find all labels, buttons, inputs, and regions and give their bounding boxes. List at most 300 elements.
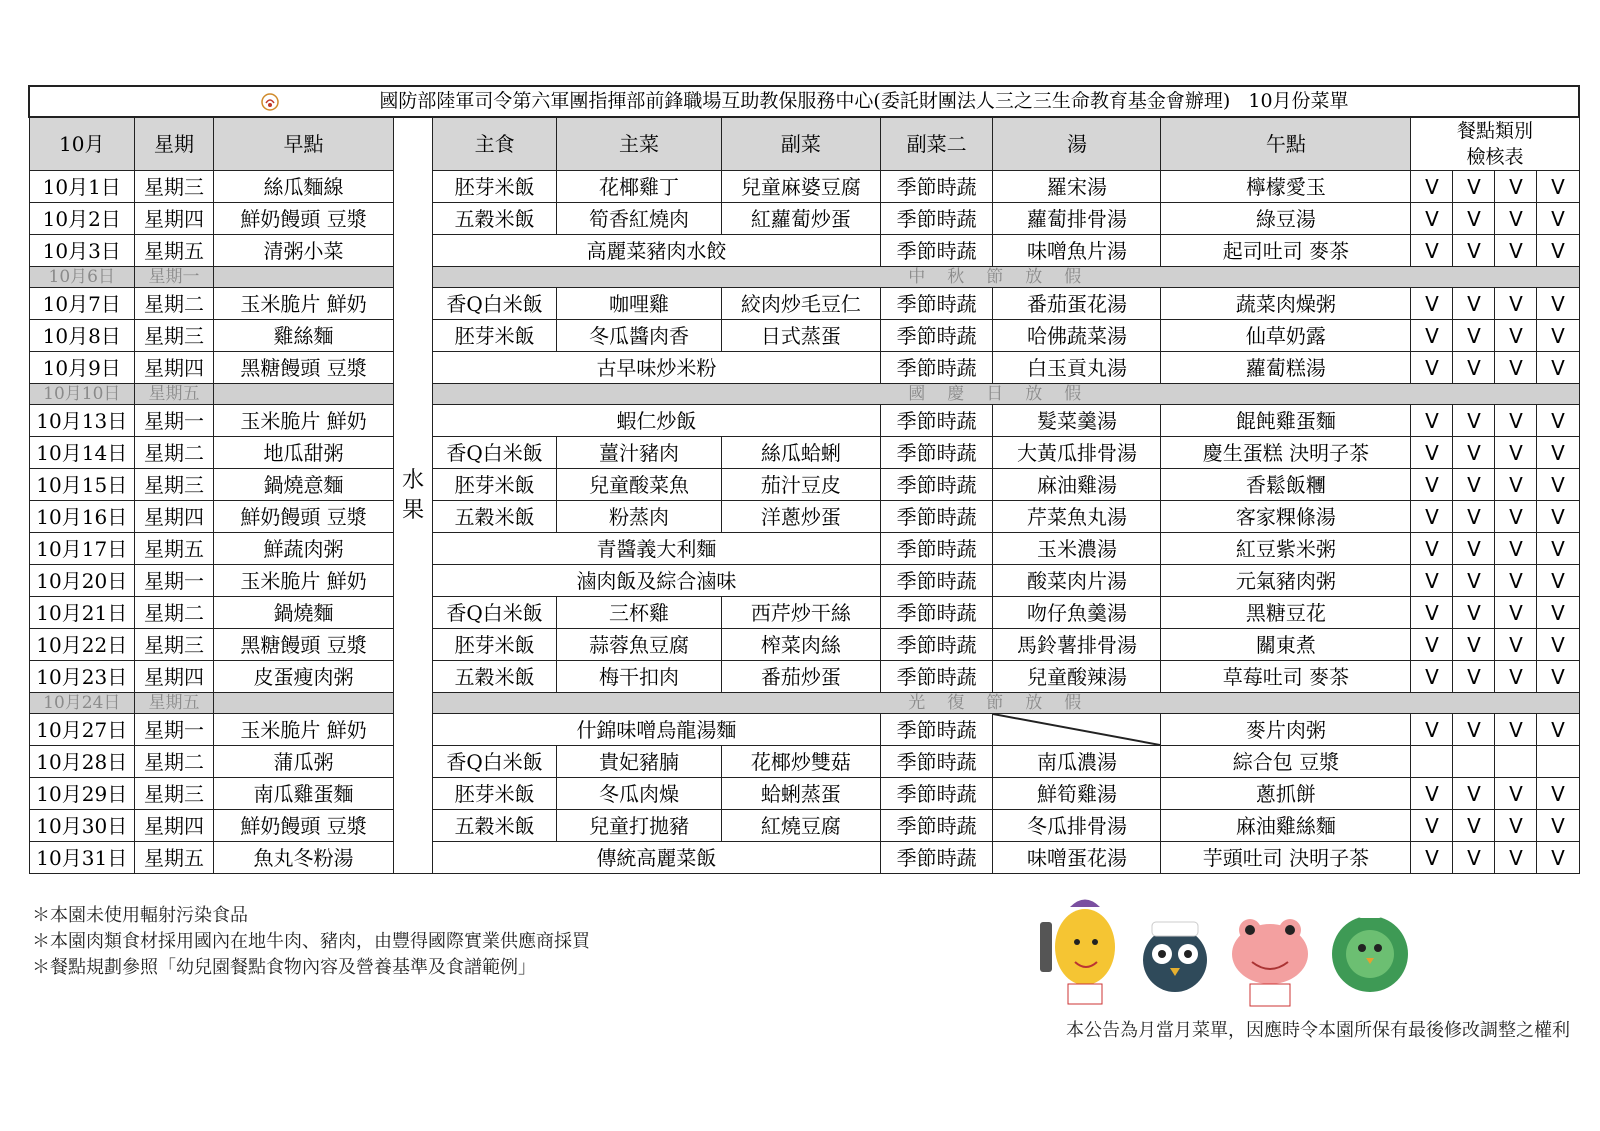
combined-meal-cell: 蝦仁炒飯 bbox=[433, 405, 881, 437]
weekday-cell: 星期二 bbox=[135, 288, 214, 320]
check-cell: V bbox=[1411, 437, 1453, 469]
main-dish-cell: 冬瓜醬肉香 bbox=[557, 320, 722, 352]
check-cell: V bbox=[1453, 565, 1495, 597]
date-cell: 10月14日 bbox=[29, 437, 135, 469]
staple-cell: 五穀米飯 bbox=[433, 810, 557, 842]
owl-mascot-icon bbox=[1143, 922, 1207, 992]
check-cell: V bbox=[1411, 235, 1453, 267]
fruit-char: 水 bbox=[402, 467, 425, 493]
breakfast-cell: 絲瓜麵線 bbox=[213, 171, 393, 203]
peacock-mascot-icon bbox=[1332, 906, 1408, 992]
note-line: ＊本園肉類食材採用國內在地牛肉、豬肉，由豐得國際實業供應商採買 bbox=[32, 931, 590, 951]
check-cell: V bbox=[1537, 533, 1579, 565]
header-row bbox=[29, 117, 1579, 171]
check-cell bbox=[1495, 746, 1537, 778]
date-cell: 10月10日 bbox=[29, 384, 135, 405]
date-cell: 10月21日 bbox=[29, 597, 135, 629]
check-cell: V bbox=[1495, 629, 1537, 661]
side-dish-2-cell: 季節時蔬 bbox=[880, 810, 993, 842]
menu-row bbox=[29, 629, 1579, 661]
soup-cell: 兒童酸辣湯 bbox=[993, 661, 1161, 693]
check-cell: V bbox=[1411, 469, 1453, 501]
month-menu-label: 10月份菜單 bbox=[1248, 89, 1349, 112]
afternoon-snack-cell: 麻油雞絲麵 bbox=[1161, 810, 1411, 842]
check-cell: V bbox=[1411, 597, 1453, 629]
header-side-dish-2: 副菜二 bbox=[880, 117, 993, 171]
check-cell: V bbox=[1453, 469, 1495, 501]
check-cell: V bbox=[1411, 661, 1453, 693]
main-dish-cell: 梅干扣肉 bbox=[557, 661, 722, 693]
side-dish-cell: 洋蔥炒蛋 bbox=[721, 501, 880, 533]
date-cell: 10月28日 bbox=[29, 746, 135, 778]
soup-cell: 哈佛蔬菜湯 bbox=[993, 320, 1161, 352]
check-cell: V bbox=[1537, 714, 1579, 746]
check-cell: V bbox=[1411, 405, 1453, 437]
check-cell: V bbox=[1453, 842, 1495, 874]
breakfast-cell: 魚丸冬粉湯 bbox=[213, 842, 393, 874]
main-dish-cell: 三杯雞 bbox=[557, 597, 722, 629]
menu-row bbox=[29, 597, 1579, 629]
check-cell: V bbox=[1453, 235, 1495, 267]
afternoon-snack-cell: 黑糖豆花 bbox=[1161, 597, 1411, 629]
side-dish-cell: 絲瓜蛤蜊 bbox=[721, 437, 880, 469]
breakfast-cell: 玉米脆片 鮮奶 bbox=[213, 565, 393, 597]
check-cell: V bbox=[1453, 714, 1495, 746]
school-logo-icon bbox=[259, 91, 281, 113]
afternoon-snack-cell: 麥片肉粥 bbox=[1161, 714, 1411, 746]
soup-cell: 麻油雞湯 bbox=[993, 469, 1161, 501]
date-cell: 10月27日 bbox=[29, 714, 135, 746]
side-dish-cell: 西芹炒干絲 bbox=[721, 597, 880, 629]
side-dish-2-cell: 季節時蔬 bbox=[880, 288, 993, 320]
holiday-row bbox=[29, 384, 1579, 405]
staple-cell: 香Q白米飯 bbox=[433, 437, 557, 469]
holiday-text: 國慶日放假 bbox=[908, 383, 1104, 404]
afternoon-snack-cell: 關東煮 bbox=[1161, 629, 1411, 661]
check-cell: V bbox=[1537, 810, 1579, 842]
side-dish-2-cell: 季節時蔬 bbox=[880, 501, 993, 533]
note-line: ＊餐點規劃參照「幼兒園餐點食物內容及營養基準及食譜範例」 bbox=[32, 957, 536, 977]
note-line: ＊本園未使用輻射污染食品 bbox=[32, 905, 248, 925]
menu-table bbox=[28, 85, 1580, 874]
menu-row bbox=[29, 352, 1579, 384]
soup-cell: 冬瓜排骨湯 bbox=[993, 810, 1161, 842]
side-dish-cell: 花椰炒雙菇 bbox=[721, 746, 880, 778]
frog-mascot-icon bbox=[1232, 919, 1308, 1006]
breakfast-cell: 鮮奶饅頭 豆漿 bbox=[213, 810, 393, 842]
combined-meal-cell: 高麗菜豬肉水餃 bbox=[433, 235, 881, 267]
breakfast-cell: 玉米脆片 鮮奶 bbox=[213, 714, 393, 746]
check-cell: V bbox=[1495, 597, 1537, 629]
check-cell: V bbox=[1495, 171, 1537, 203]
page-title: 國防部陸軍司令第六軍團指揮部前鋒職場互助教保服務中心(委託財團法人三之三生命教育基金會辦理) bbox=[379, 89, 1231, 112]
check-cell: V bbox=[1453, 501, 1495, 533]
check-cell: V bbox=[1411, 629, 1453, 661]
check-cell: V bbox=[1411, 320, 1453, 352]
menu-row bbox=[29, 203, 1579, 235]
staple-cell: 香Q白米飯 bbox=[433, 746, 557, 778]
side-dish-2-cell: 季節時蔬 bbox=[880, 778, 993, 810]
holiday-label bbox=[433, 693, 1579, 714]
breakfast-cell: 玉米脆片 鮮奶 bbox=[213, 288, 393, 320]
weekday-cell: 星期四 bbox=[135, 501, 214, 533]
afternoon-snack-cell: 綠豆湯 bbox=[1161, 203, 1411, 235]
check-cell: V bbox=[1411, 565, 1453, 597]
soup-cell: 玉米濃湯 bbox=[993, 533, 1161, 565]
soup-cell: 鮮筍雞湯 bbox=[993, 778, 1161, 810]
weekday-cell: 星期一 bbox=[135, 267, 214, 288]
check-table-label-line2: 檢核表 bbox=[1411, 144, 1578, 170]
afternoon-snack-cell: 紅豆紫米粥 bbox=[1161, 533, 1411, 565]
date-cell: 10月1日 bbox=[29, 171, 135, 203]
soup-cell: 味噌蛋花湯 bbox=[993, 842, 1161, 874]
side-dish-2-cell: 季節時蔬 bbox=[880, 661, 993, 693]
combined-meal-cell: 什錦味噌烏龍湯麵 bbox=[433, 714, 881, 746]
staple-cell: 胚芽米飯 bbox=[433, 629, 557, 661]
staple-cell: 胚芽米飯 bbox=[433, 171, 557, 203]
date-cell: 10月29日 bbox=[29, 778, 135, 810]
menu-row bbox=[29, 288, 1579, 320]
afternoon-snack-cell: 仙草奶露 bbox=[1161, 320, 1411, 352]
weekday-cell: 星期二 bbox=[135, 597, 214, 629]
weekday-cell: 星期三 bbox=[135, 629, 214, 661]
check-cell: V bbox=[1411, 714, 1453, 746]
check-cell: V bbox=[1453, 405, 1495, 437]
side-dish-cell: 榨菜肉絲 bbox=[721, 629, 880, 661]
weekday-cell: 星期四 bbox=[135, 352, 214, 384]
weekday-cell: 星期二 bbox=[135, 746, 214, 778]
date-cell: 10月17日 bbox=[29, 533, 135, 565]
check-cell bbox=[1537, 746, 1579, 778]
check-cell: V bbox=[1495, 533, 1537, 565]
date-cell: 10月3日 bbox=[29, 235, 135, 267]
weekday-cell: 星期一 bbox=[135, 714, 214, 746]
check-cell: V bbox=[1495, 352, 1537, 384]
check-cell: V bbox=[1495, 437, 1537, 469]
menu-row bbox=[29, 746, 1579, 778]
soup-cell: 芹菜魚丸湯 bbox=[993, 501, 1161, 533]
soup-cell: 白玉貢丸湯 bbox=[993, 352, 1161, 384]
staple-cell: 五穀米飯 bbox=[433, 203, 557, 235]
breakfast-cell bbox=[213, 693, 393, 714]
menu-row bbox=[29, 437, 1579, 469]
side-dish-2-cell: 季節時蔬 bbox=[880, 405, 993, 437]
date-cell: 10月8日 bbox=[29, 320, 135, 352]
breakfast-cell: 雞絲麵 bbox=[213, 320, 393, 352]
fruit-label bbox=[394, 466, 432, 526]
weekday-cell: 星期四 bbox=[135, 661, 214, 693]
weekday-cell: 星期五 bbox=[135, 384, 214, 405]
check-cell: V bbox=[1537, 235, 1579, 267]
check-cell: V bbox=[1537, 842, 1579, 874]
soup-cell: 大黃瓜排骨湯 bbox=[993, 437, 1161, 469]
check-cell: V bbox=[1537, 437, 1579, 469]
side-dish-2-cell: 季節時蔬 bbox=[880, 714, 993, 746]
main-dish-cell: 粉蒸肉 bbox=[557, 501, 722, 533]
breakfast-cell: 鮮蔬肉粥 bbox=[213, 533, 393, 565]
date-cell: 10月9日 bbox=[29, 352, 135, 384]
soup-cell: 蘿蔔排骨湯 bbox=[993, 203, 1161, 235]
side-dish-cell: 茄汁豆皮 bbox=[721, 469, 880, 501]
check-cell: V bbox=[1453, 352, 1495, 384]
side-dish-cell: 紅燒豆腐 bbox=[721, 810, 880, 842]
soup-cell: 羅宋湯 bbox=[993, 171, 1161, 203]
check-cell: V bbox=[1453, 203, 1495, 235]
check-cell: V bbox=[1537, 629, 1579, 661]
breakfast-cell bbox=[213, 267, 393, 288]
afternoon-snack-cell: 蔥抓餅 bbox=[1161, 778, 1411, 810]
check-cell: V bbox=[1411, 778, 1453, 810]
breakfast-cell: 蒲瓜粥 bbox=[213, 746, 393, 778]
side-dish-2-cell: 季節時蔬 bbox=[880, 746, 993, 778]
date-cell: 10月20日 bbox=[29, 565, 135, 597]
breakfast-cell bbox=[213, 384, 393, 405]
date-cell: 10月7日 bbox=[29, 288, 135, 320]
holiday-label bbox=[433, 267, 1579, 288]
combined-meal-cell: 古早味炒米粉 bbox=[433, 352, 881, 384]
check-cell: V bbox=[1453, 171, 1495, 203]
fruit-column bbox=[394, 117, 433, 874]
header-soup: 湯 bbox=[993, 117, 1161, 171]
breakfast-cell: 清粥小菜 bbox=[213, 235, 393, 267]
check-cell: V bbox=[1495, 320, 1537, 352]
side-dish-2-cell: 季節時蔬 bbox=[880, 437, 993, 469]
side-dish-2-cell: 季節時蔬 bbox=[880, 629, 993, 661]
header-main-dish: 主菜 bbox=[557, 117, 722, 171]
check-cell: V bbox=[1453, 778, 1495, 810]
weekday-cell: 星期三 bbox=[135, 469, 214, 501]
staple-cell: 胚芽米飯 bbox=[433, 469, 557, 501]
header-weekday: 星期 bbox=[135, 117, 214, 171]
check-cell: V bbox=[1495, 405, 1537, 437]
menu-row bbox=[29, 235, 1579, 267]
side-dish-cell: 兒童麻婆豆腐 bbox=[721, 171, 880, 203]
combined-meal-cell: 青醬義大利麵 bbox=[433, 533, 881, 565]
main-dish-cell: 花椰雞丁 bbox=[557, 171, 722, 203]
afternoon-snack-cell: 餛飩雞蛋麵 bbox=[1161, 405, 1411, 437]
breakfast-cell: 黑糖饅頭 豆漿 bbox=[213, 629, 393, 661]
side-dish-2-cell: 季節時蔬 bbox=[880, 235, 993, 267]
menu-row bbox=[29, 320, 1579, 352]
notes bbox=[32, 902, 590, 980]
check-cell: V bbox=[1537, 597, 1579, 629]
weekday-cell: 星期三 bbox=[135, 171, 214, 203]
side-dish-2-cell: 季節時蔬 bbox=[880, 469, 993, 501]
main-dish-cell: 貴妃豬腩 bbox=[557, 746, 722, 778]
weekday-cell: 星期三 bbox=[135, 320, 214, 352]
breakfast-cell: 黑糖饅頭 豆漿 bbox=[213, 352, 393, 384]
side-dish-2-cell: 季節時蔬 bbox=[880, 203, 993, 235]
weekday-cell: 星期五 bbox=[135, 533, 214, 565]
weekday-cell: 星期五 bbox=[135, 235, 214, 267]
menu-row bbox=[29, 661, 1579, 693]
check-cell: V bbox=[1495, 714, 1537, 746]
check-cell: V bbox=[1537, 501, 1579, 533]
side-dish-cell: 絞肉炒毛豆仁 bbox=[721, 288, 880, 320]
check-cell: V bbox=[1411, 501, 1453, 533]
soup-cell: 吻仔魚羹湯 bbox=[993, 597, 1161, 629]
afternoon-snack-cell: 檸檬愛玉 bbox=[1161, 171, 1411, 203]
date-cell: 10月13日 bbox=[29, 405, 135, 437]
date-cell: 10月6日 bbox=[29, 267, 135, 288]
weekday-cell: 星期一 bbox=[135, 405, 214, 437]
check-cell: V bbox=[1495, 778, 1537, 810]
afternoon-snack-cell: 蘿蔔糕湯 bbox=[1161, 352, 1411, 384]
side-dish-2-cell: 季節時蔬 bbox=[880, 565, 993, 597]
combined-meal-cell: 傳統高麗菜飯 bbox=[433, 842, 881, 874]
side-dish-cell: 蛤蜊蒸蛋 bbox=[721, 778, 880, 810]
afternoon-snack-cell: 慶生蛋糕 決明子茶 bbox=[1161, 437, 1411, 469]
menu-row bbox=[29, 405, 1579, 437]
main-dish-cell: 蒜蓉魚豆腐 bbox=[557, 629, 722, 661]
check-cell: V bbox=[1537, 405, 1579, 437]
side-dish-cell: 紅蘿蔔炒蛋 bbox=[721, 203, 880, 235]
menu-row bbox=[29, 469, 1579, 501]
side-dish-2-cell: 季節時蔬 bbox=[880, 352, 993, 384]
weekday-cell: 星期四 bbox=[135, 203, 214, 235]
check-cell: V bbox=[1537, 288, 1579, 320]
side-dish-2-cell: 季節時蔬 bbox=[880, 597, 993, 629]
check-cell bbox=[1453, 746, 1495, 778]
afternoon-snack-cell: 蔬菜肉燥粥 bbox=[1161, 288, 1411, 320]
check-cell: V bbox=[1495, 810, 1537, 842]
header-month: 10月 bbox=[29, 117, 135, 171]
check-cell: V bbox=[1453, 533, 1495, 565]
check-cell: V bbox=[1537, 352, 1579, 384]
check-cell: V bbox=[1495, 842, 1537, 874]
check-cell: V bbox=[1495, 288, 1537, 320]
holiday-row bbox=[29, 693, 1579, 714]
main-dish-cell: 兒童酸菜魚 bbox=[557, 469, 722, 501]
check-cell: V bbox=[1495, 235, 1537, 267]
weekday-cell: 星期三 bbox=[135, 778, 214, 810]
breakfast-cell: 鍋燒麵 bbox=[213, 597, 393, 629]
check-cell: V bbox=[1453, 597, 1495, 629]
title-row bbox=[29, 86, 1579, 117]
date-cell: 10月15日 bbox=[29, 469, 135, 501]
afternoon-snack-cell: 香鬆飯糰 bbox=[1161, 469, 1411, 501]
menu-row bbox=[29, 778, 1579, 810]
afternoon-snack-cell: 起司吐司 麥茶 bbox=[1161, 235, 1411, 267]
staple-cell: 五穀米飯 bbox=[433, 661, 557, 693]
staple-cell: 胚芽米飯 bbox=[433, 320, 557, 352]
check-table-label-line1: 餐點類別 bbox=[1411, 118, 1578, 144]
check-cell: V bbox=[1453, 810, 1495, 842]
check-cell: V bbox=[1453, 320, 1495, 352]
weekday-cell: 星期四 bbox=[135, 810, 214, 842]
horse-mascot-icon bbox=[1040, 900, 1115, 1005]
holiday-text: 光復節放假 bbox=[908, 692, 1104, 713]
staple-cell: 胚芽米飯 bbox=[433, 778, 557, 810]
check-cell: V bbox=[1453, 629, 1495, 661]
staple-cell: 五穀米飯 bbox=[433, 501, 557, 533]
date-cell: 10月30日 bbox=[29, 810, 135, 842]
date-cell: 10月23日 bbox=[29, 661, 135, 693]
diagonal-slash-icon bbox=[993, 714, 1160, 745]
soup-cell: 南瓜濃湯 bbox=[993, 746, 1161, 778]
menu-row bbox=[29, 565, 1579, 597]
afternoon-snack-cell: 元氣豬肉粥 bbox=[1161, 565, 1411, 597]
menu-row bbox=[29, 842, 1579, 874]
check-cell: V bbox=[1537, 320, 1579, 352]
check-cell: V bbox=[1411, 203, 1453, 235]
footer-note: 本公告為月當月菜單，因應時令本園所保有最後修改調整之權利 bbox=[1066, 1020, 1570, 1040]
check-cell: V bbox=[1537, 565, 1579, 597]
breakfast-cell: 鮮奶饅頭 豆漿 bbox=[213, 501, 393, 533]
side-dish-cell: 日式蒸蛋 bbox=[721, 320, 880, 352]
main-dish-cell: 薑汁豬肉 bbox=[557, 437, 722, 469]
check-cell: V bbox=[1411, 288, 1453, 320]
afternoon-snack-cell: 芋頭吐司 決明子茶 bbox=[1161, 842, 1411, 874]
check-cell: V bbox=[1537, 661, 1579, 693]
menu-row bbox=[29, 810, 1579, 842]
main-dish-cell: 筍香紅燒肉 bbox=[557, 203, 722, 235]
menu-row bbox=[29, 714, 1579, 746]
weekday-cell: 星期二 bbox=[135, 437, 214, 469]
breakfast-cell: 地瓜甜粥 bbox=[213, 437, 393, 469]
check-cell: V bbox=[1411, 533, 1453, 565]
check-cell: V bbox=[1453, 288, 1495, 320]
breakfast-cell: 皮蛋瘦肉粥 bbox=[213, 661, 393, 693]
soup-cell-empty bbox=[993, 714, 1161, 746]
breakfast-cell: 玉米脆片 鮮奶 bbox=[213, 405, 393, 437]
date-cell: 10月16日 bbox=[29, 501, 135, 533]
breakfast-cell: 鮮奶饅頭 豆漿 bbox=[213, 203, 393, 235]
header-side-dish: 副菜 bbox=[721, 117, 880, 171]
date-cell: 10月24日 bbox=[29, 693, 135, 714]
menu-row bbox=[29, 533, 1579, 565]
check-cell: V bbox=[1495, 501, 1537, 533]
afternoon-snack-cell: 草莓吐司 麥茶 bbox=[1161, 661, 1411, 693]
staple-cell: 香Q白米飯 bbox=[433, 597, 557, 629]
check-cell: V bbox=[1537, 469, 1579, 501]
side-dish-2-cell: 季節時蔬 bbox=[880, 171, 993, 203]
side-dish-2-cell: 季節時蔬 bbox=[880, 842, 993, 874]
combined-meal-cell: 滷肉飯及綜合滷味 bbox=[433, 565, 881, 597]
check-cell: V bbox=[1453, 437, 1495, 469]
check-cell: V bbox=[1411, 171, 1453, 203]
side-dish-cell: 番茄炒蛋 bbox=[721, 661, 880, 693]
weekday-cell: 星期五 bbox=[135, 693, 214, 714]
title-cell bbox=[29, 86, 1579, 117]
check-cell: V bbox=[1453, 661, 1495, 693]
fruit-char: 果 bbox=[402, 497, 425, 523]
check-cell: V bbox=[1537, 171, 1579, 203]
check-cell: V bbox=[1537, 778, 1579, 810]
soup-cell: 馬鈴薯排骨湯 bbox=[993, 629, 1161, 661]
soup-cell: 味噌魚片湯 bbox=[993, 235, 1161, 267]
main-dish-cell: 兒童打拋豬 bbox=[557, 810, 722, 842]
check-cell: V bbox=[1411, 810, 1453, 842]
header-staple: 主食 bbox=[433, 117, 557, 171]
check-cell: V bbox=[1411, 352, 1453, 384]
date-cell: 10月2日 bbox=[29, 203, 135, 235]
header-breakfast: 早點 bbox=[213, 117, 393, 171]
check-cell: V bbox=[1495, 565, 1537, 597]
weekday-cell: 星期一 bbox=[135, 565, 214, 597]
date-cell: 10月31日 bbox=[29, 842, 135, 874]
holiday-label bbox=[433, 384, 1579, 405]
mascot-illustration bbox=[1040, 892, 1420, 1012]
main-dish-cell: 冬瓜肉燥 bbox=[557, 778, 722, 810]
side-dish-2-cell: 季節時蔬 bbox=[880, 533, 993, 565]
check-cell: V bbox=[1411, 842, 1453, 874]
check-cell bbox=[1411, 746, 1453, 778]
afternoon-snack-cell: 綜合包 豆漿 bbox=[1161, 746, 1411, 778]
afternoon-snack-cell: 客家粿條湯 bbox=[1161, 501, 1411, 533]
main-dish-cell: 咖哩雞 bbox=[557, 288, 722, 320]
breakfast-cell: 鍋燒意麵 bbox=[213, 469, 393, 501]
